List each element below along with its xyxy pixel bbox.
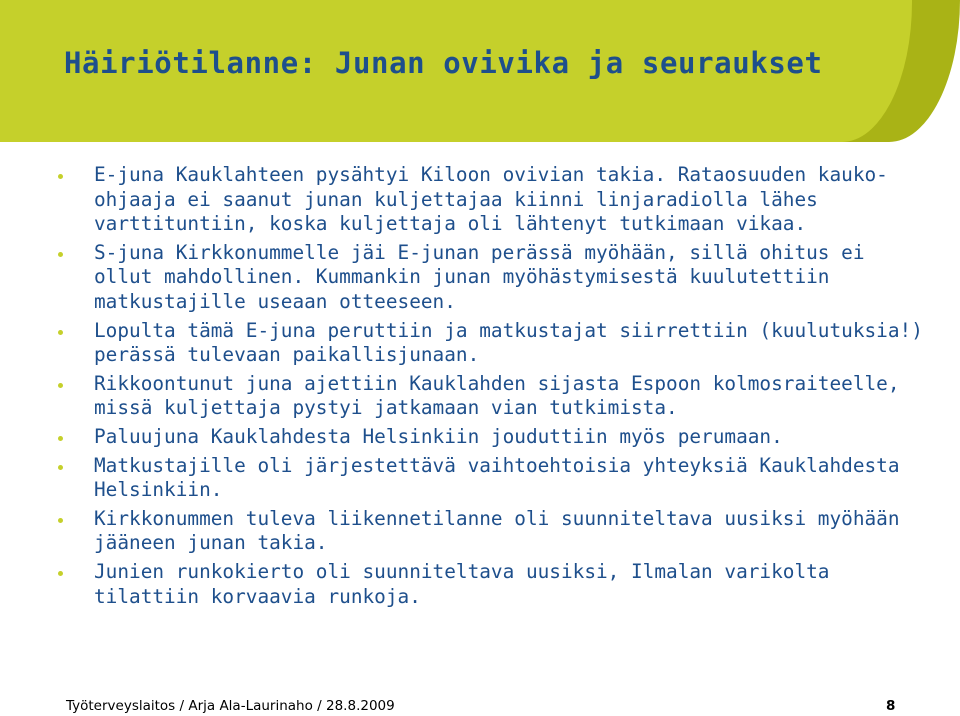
list-item (58, 163, 928, 237)
bullet-icon (58, 174, 63, 179)
bullet-icon (58, 518, 63, 523)
list-item-text: Rikkoontunut juna ajettiin Kauklahden sijasta Espoon kolmosraiteelle, missä kuljettaja pystyi jatkamaan vian tutkimista. (94, 371, 900, 420)
list-item-text: Lopulta tämä E-juna peruttiin ja matkustajat siirrettiin (kuulutuksia!) perässä tulevaan paikallisjunaan. (94, 318, 923, 367)
page-title: Häiriötilanne: Junan ovivika ja seuraukset (64, 46, 823, 80)
footer-text: Työterveyslaitos / Arja Ala-Laurinaho / 28.8.2009 (66, 698, 395, 714)
list-item-text: S-juna Kirkkonummelle jäi E-junan perässä myöhään, sillä ohitus ei ollut mahdollinen. Kummankin junan myöhästymisestä kuulutettiin matkustajille useaan otteeseen. (94, 240, 865, 313)
bullet-icon (58, 571, 63, 576)
list-item (58, 241, 928, 315)
bullet-icon (58, 383, 63, 388)
page-number: 8 (886, 698, 896, 714)
list-item (58, 507, 928, 556)
list-item-text: Junien runkokierto oli suunniteltava uusiksi, Ilmalan varikolta tilattiin korvaavia runkoja. (94, 559, 830, 608)
list-item (58, 372, 928, 421)
list-item (58, 560, 928, 609)
bullet-icon (58, 436, 63, 441)
list-item (58, 454, 928, 503)
bullet-icon (58, 330, 63, 335)
list-item-text: Kirkkonummen tuleva liikennetilanne oli suunniteltava uusiksi myöhään jääneen junan takia. (94, 506, 900, 555)
bullet-icon (58, 252, 63, 257)
list-item-text: Matkustajille oli järjestettävä vaihtoehtoisia yhteyksiä Kauklahdesta Helsinkiin. (94, 453, 900, 502)
list-item-text: E-juna Kauklahteen pysähtyi Kiloon ovivian takia. Rataosuuden kauko-ohjaaja ei saanut junan kuljettajaa kiinni linjaradiolla lähes varttituntiin, koska kuljettaja oli lähtenyt tutkimaan vikaa. (94, 163, 888, 236)
bullet-icon (58, 465, 63, 470)
list-item (58, 319, 928, 368)
list-item (58, 425, 928, 450)
bullet-list (58, 163, 928, 613)
list-item-text: Paluujuna Kauklahdesta Helsinkiin jouduttiin myös perumaan. (94, 424, 783, 448)
title-banner (0, 0, 960, 142)
